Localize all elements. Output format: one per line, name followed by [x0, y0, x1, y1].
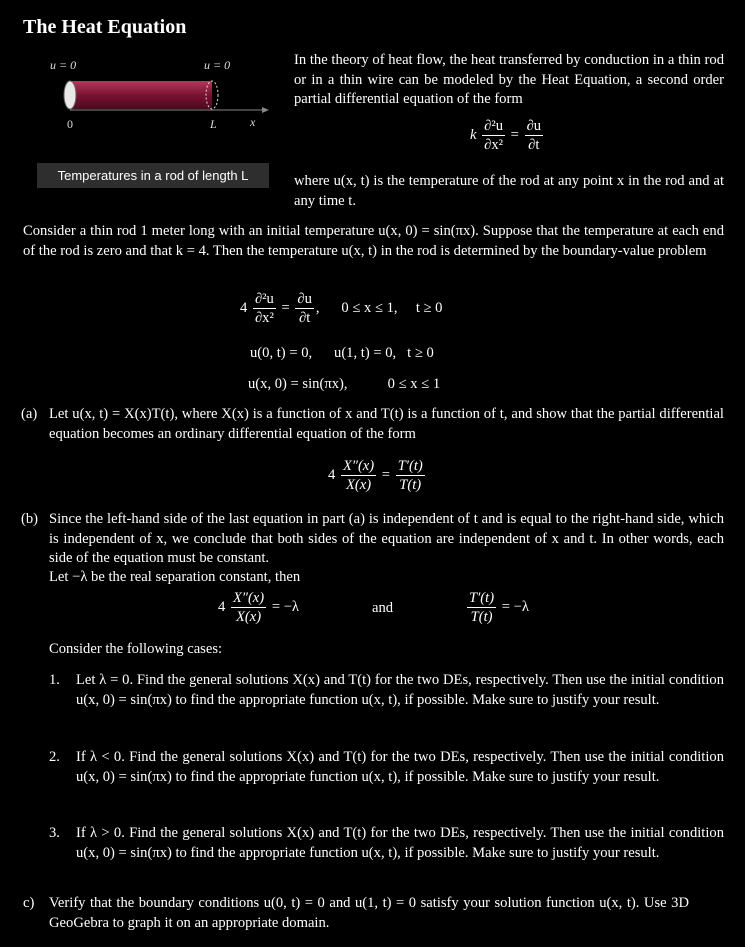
part-a-label: (a) — [21, 406, 38, 422]
left-bc-label: u = 0 — [50, 58, 77, 72]
part-b-label: (b) — [21, 511, 39, 527]
part-b-eq-x: 4 $\frac{X''(x)}{X(x)}$ = −λ — [218, 590, 299, 625]
eq-frac-rhs: $\frac{\partial u}{\partial t}$ — [526, 118, 542, 153]
bvp-pde: 4 $\frac{\text{∂²u}}{\text{∂x²}}$ = $\frac{\partial u}{\partial t}$ , 0 ≤ x ≤ 1, t ≥ 0 — [240, 291, 443, 326]
intro-where: where u(x, t) is the temperature of the rod at any point x in the rod and at any time t. — [294, 173, 724, 209]
heat-equation: k $\frac{\text{∂²u}}{\text{∂x²}}$ = $\frac{\partial u}{\partial t}$ — [470, 118, 542, 153]
part-c-text: Verify that the boundary conditions u(0, t) = 0 and u(1, t) = 0 satisfy your solution function u(x, t). Use 3D GeoGebra to graph it on an appropriate domain. — [49, 895, 689, 931]
part-a-text: Let u(x, t) = X(x)T(t), where X(x) is a function of x and T(t) is a function of t, and show that the partial differential equation becomes an ordinary differential equation of the form — [49, 406, 724, 442]
part-b-and: and — [372, 600, 394, 616]
part-b-text: Since the left-hand side of the last equation in part (a) is independent of t and is equal to the right-hand side, which is independent of x, we conclude that both sides of the equation are independent of x and t. In other words, each side of the equation must be constant. — [49, 511, 724, 566]
intro-text: In the theory of heat flow, the heat transferred by conduction in a thin rod or in a thin wire can be modeled by the Heat Equation, a second order partial differential equation of the form — [294, 52, 724, 107]
origin-label: 0 — [67, 117, 73, 131]
length-label: L — [210, 117, 217, 131]
cases-intro: Consider the following cases: — [49, 641, 223, 657]
figure-caption: Temperatures in a rod of length L — [37, 163, 269, 188]
case-3-text: If λ > 0. Find the general solutions X(x) and T(t) for the two DEs, respectively. Then use the initial condition u(x, 0) = sin(πx) to find the appropriate function u(x, t), if possible. Make sure to justify your result. — [76, 825, 724, 861]
eq-frac-lhs: $\frac{\text{∂²u}}{\text{∂x²}}$ — [484, 118, 504, 153]
right-bc-label: u = 0 — [204, 58, 231, 72]
part-b-let: Let −λ be the real separation constant, then — [49, 569, 301, 585]
case-2-number: 2. — [49, 749, 60, 765]
case-1-text: Let λ = 0. Find the general solutions X(x) and T(t) for the two DEs, respectively. Then use the initial condition u(x, 0) = sin(πx) to find the appropriate function u(x, t), if possible. Make sure to justify your result. — [76, 672, 724, 708]
bvp-boundary: u(0, t) = 0, u(1, t) = 0, t ≥ 0 — [250, 345, 434, 361]
part-a-ode: 4 $\frac{X''(x)}{X(x)}$ = $\frac{T'(t)}{T(t)}$ — [328, 458, 423, 493]
bvp-initial: u(x, 0) = sin(πx), 0 ≤ x ≤ 1 — [248, 376, 441, 392]
part-c-label: c) — [23, 895, 35, 911]
page-title: The Heat Equation — [23, 16, 187, 38]
case-1-number: 1. — [49, 672, 60, 688]
consider-text: Consider a thin rod 1 meter long with an initial temperature u(x, 0) = sin(πx). Suppose that the temperature at each end of the rod is zero and that k = 4. Then the temperature u(x, t) in the rod is determined by the boundary-value problem — [23, 223, 724, 259]
case-3-number: 3. — [49, 825, 60, 841]
case-2-text: If λ < 0. Find the general solutions X(x) and T(t) for the two DEs, respectively. Then use the initial condition u(x, 0) = sin(πx) to find the appropriate function u(x, t), if possible. Make sure to justify your result. — [76, 749, 724, 785]
part-b-eq-t: $\frac{T'(t)}{T(t)}$ = −λ — [469, 590, 529, 625]
eq-k: k — [470, 126, 477, 143]
axis-label: x — [250, 115, 256, 129]
